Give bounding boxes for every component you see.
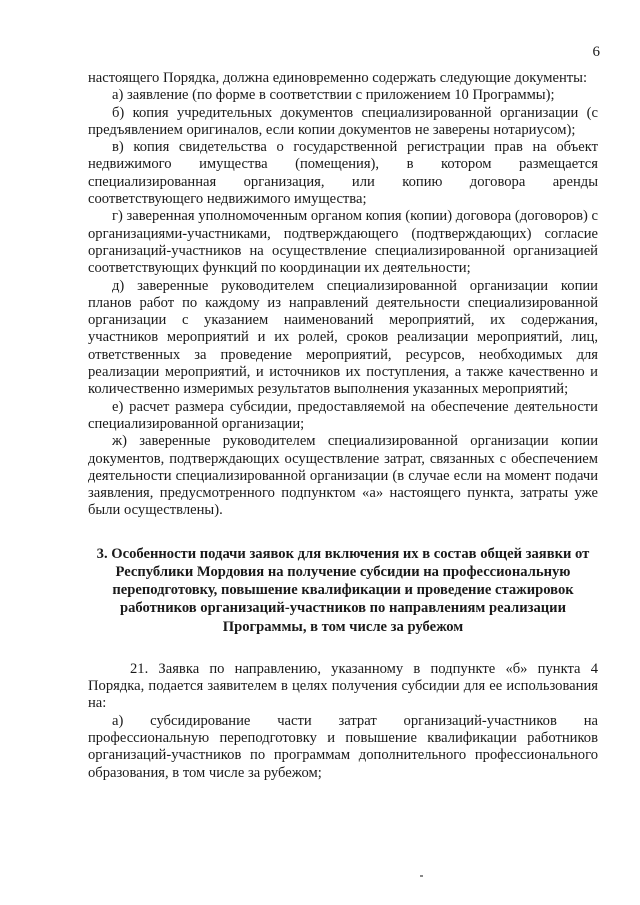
item-e: е) расчет размера субсидии, предоставляемой на обеспечение деятельности специализированной организации; bbox=[88, 398, 598, 432]
item-a: а) заявление (по форме в соответствии с приложением 10 Программы); bbox=[112, 87, 555, 104]
section-heading: 3. Особенности подачи заявок для включения их в состав общей заявки от Республики Мордовия на получение субсидии на профессиональную переподготовку, повышение квалификации и проведение стажировок работников организаций-участников по направлениям реализации Программы, в том числе за рубежом bbox=[96, 545, 590, 635]
clause-21: 21. Заявка по направлению, указанному в подпункте «б» пункта 4 Порядка, подается заявителем в целях получения субсидии для ее использования на: bbox=[88, 660, 598, 712]
item-b: б) копия учредительных документов специализированной организации (с предъявлением оригиналов, если копии документов не заверены нотариусом); bbox=[88, 104, 598, 138]
scan-artifact bbox=[420, 875, 423, 877]
item-g: г) заверенная уполномоченным органом копия (копии) договора (договоров) с организациями-участниками, подтверждающего (подтверждающих) согласие организаций-участников на осуществление специализированной организацией соответствующих функций по координации их деятельности; bbox=[88, 208, 598, 277]
page-number: 6 bbox=[592, 44, 600, 60]
item-zh: ж) заверенные руководителем специализированной организации копии документов, подтверждающих осуществление затрат, связанных с обеспечением деятельности специализированной организации (в случае если на момент подачи заявления, предусмотренного подпунктом «а» настоящего пункта, затраты уже были осуществлены). bbox=[88, 433, 598, 519]
clause-21-item-a: а) субсидирование части затрат организаций-участников на профессиональную переподготовку и повышение квалификации работников организаций-участников по программам дополнительного профессионального образования, в том числе за рубежом; bbox=[88, 712, 598, 781]
item-v: в) копия свидетельства о государственной регистрации прав на объект недвижимого имущества (помещения), в котором размещается специализированная организация, или копию договора аренды соответствующего недвижимого имущества; bbox=[88, 139, 598, 208]
intro-paragraph: настоящего Порядка, должна единовременно содержать следующие документы: bbox=[88, 70, 588, 86]
item-d: д) заверенные руководителем специализированной организации копии планов работ по каждому из направлений деятельности специализированной организации с указанием наименований мероприятий, их содержания, участников мероприятий и их ролей, сроков реализации мероприятий, лиц, ответственных за проведение мероприятий, ресурсов, необходимых для реализации мероприятий, и источников их поступления, а также качественно и количественно измеримых результатов выполнения указанных мероприятий; bbox=[88, 277, 598, 398]
document-body bbox=[88, 70, 598, 782]
